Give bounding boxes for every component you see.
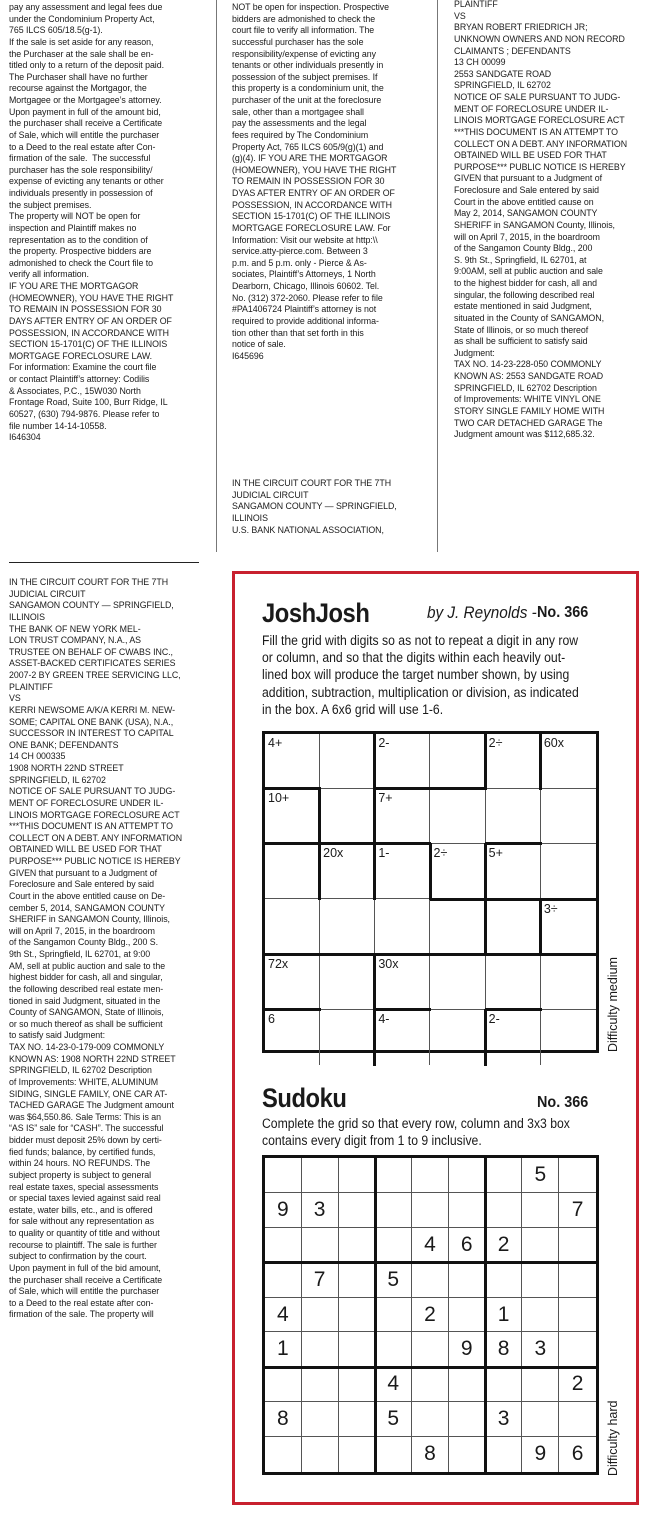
joshjosh-cell[interactable] bbox=[375, 1010, 430, 1065]
sudoku-cell[interactable]: 1 bbox=[486, 1298, 523, 1333]
sudoku-cell[interactable]: 9 bbox=[449, 1332, 486, 1367]
sudoku-cell[interactable] bbox=[449, 1402, 486, 1437]
sudoku-box-border bbox=[374, 1158, 377, 1472]
notice-col2-bottom: IN THE CIRCUIT COURT FOR THE 7TH JUDICIAL CIRCUIT SANGAMON COUNTY — SPRINGFIELD, ILLINOIS U.S. BANK NATIONAL ASSOCIATION, bbox=[232, 478, 397, 536]
joshjosh-cage-border bbox=[373, 954, 376, 1011]
joshjosh-clue: 10+ bbox=[268, 791, 290, 806]
sudoku-cell[interactable] bbox=[265, 1437, 302, 1472]
joshjosh-cage-border bbox=[318, 788, 321, 845]
sudoku-cell[interactable] bbox=[559, 1158, 596, 1193]
joshjosh-cage-border bbox=[374, 1008, 431, 1011]
sudoku-box-border bbox=[484, 1158, 487, 1472]
joshjosh-clue: 5+ bbox=[488, 846, 503, 861]
joshjosh-grid bbox=[262, 731, 599, 1053]
joshjosh-cage-border bbox=[430, 898, 487, 901]
sudoku-cell[interactable]: 7 bbox=[302, 1263, 339, 1298]
sudoku-cell[interactable] bbox=[375, 1437, 412, 1472]
joshjosh-cell[interactable] bbox=[265, 789, 320, 844]
joshjosh-cage-border bbox=[485, 1008, 542, 1011]
joshjosh-cell[interactable] bbox=[375, 734, 430, 789]
joshjosh-cage-border bbox=[539, 733, 542, 790]
joshjosh-cell[interactable] bbox=[320, 900, 375, 955]
joshjosh-cell[interactable] bbox=[486, 789, 541, 844]
sudoku-cell[interactable] bbox=[339, 1367, 376, 1402]
joshjosh-instructions: Fill the grid with digits so as not to repeat a digit in any row or column, and so that the digits within each heavily out- lined box will produce the target number shown, by using addition, subtraction, multiplication or division, as indicated in the box. A 6x6 grid will use 1-6. bbox=[262, 633, 579, 718]
joshjosh-cell[interactable] bbox=[486, 844, 541, 899]
sudoku-cell[interactable]: 6 bbox=[449, 1228, 486, 1263]
joshjosh-cage-border bbox=[373, 733, 376, 790]
joshjosh-difficulty: Difficulty medium bbox=[606, 957, 620, 1052]
sudoku-cell[interactable] bbox=[486, 1367, 523, 1402]
sudoku-cell[interactable]: 9 bbox=[265, 1193, 302, 1228]
joshjosh-cell[interactable] bbox=[375, 844, 430, 899]
joshjosh-cell[interactable] bbox=[541, 955, 596, 1010]
sudoku-cell[interactable] bbox=[522, 1402, 559, 1437]
joshjosh-cell[interactable] bbox=[375, 955, 430, 1010]
joshjosh-cell[interactable] bbox=[320, 734, 375, 789]
joshjosh-cell[interactable] bbox=[265, 1010, 320, 1065]
sudoku-cell[interactable]: 3 bbox=[522, 1332, 559, 1367]
sudoku-cell[interactable] bbox=[339, 1228, 376, 1263]
sudoku-cell[interactable] bbox=[265, 1263, 302, 1298]
sudoku-cell[interactable]: 8 bbox=[412, 1437, 449, 1472]
notice-col3-top: PLAINTIFF VS BRYAN ROBERT FRIEDRICH JR; UNKNOWN OWNERS AND NON RECORD CLAIMANTS ; DEFENDANTS 13 CH 00099 2553 SANDGATE ROAD SPRINGFIELD, IL 62702 NOTICE OF SALE PURSUANT TO JUDG- MENT OF FORECLOSURE UNDER IL- LINOIS MORTGAGE FORECLOSURE ACT ***THIS DOCUMENT IS AN ATTEMPT TO COLLECT ON A DEBT. ANY INFORMATION OBTAINED WILL BE USED FOR THAT PURPOSE*** PUBLIC NOTICE IS HEREBY GIVEN that pursuant to a Judgment of Foreclosure and Sale entered by said Court in the above entitled cause on May 2, 2014, SANGAMON COUNTY SHERIFF in SANGAMON County, Illinois, will on April 7, 2015, in the boardroom of the Sangamon County Bldg., 200 S. 9th St., Springfield, IL 62701, at 9:00AM, sell at public auction and sale to the highest bidder for cash, all and singular, the following described real estate mentioned in said Judgment, situated in the County of SANGAMON, State of Illinois, or so much thereof as shall be sufficient to satisfy said Judgment: TAX NO. 14-23-228-050 COMMONLY KNOWN AS: 2553 SANDGATE ROAD SPRINGFIELD, IL 62702 Description of Improvements: WHITE VINYL ONE STORY SINGLE FAMILY HOME WITH TWO CAR DETACHED GARAGE The Judgment amount was $112,685.32. bbox=[454, 0, 628, 441]
joshjosh-clue: 1- bbox=[378, 846, 390, 861]
sudoku-cell[interactable] bbox=[559, 1402, 596, 1437]
sudoku-box-border bbox=[265, 1366, 596, 1369]
sudoku-cell[interactable] bbox=[449, 1193, 486, 1228]
joshjosh-clue: 2- bbox=[378, 736, 390, 750]
sudoku-cell[interactable] bbox=[486, 1193, 523, 1228]
joshjosh-cell[interactable] bbox=[431, 734, 486, 789]
sudoku-cell[interactable] bbox=[522, 1228, 559, 1263]
sudoku-cell[interactable] bbox=[559, 1332, 596, 1367]
joshjosh-cage-border bbox=[539, 899, 542, 956]
sudoku-cell[interactable] bbox=[486, 1437, 523, 1472]
joshjosh-clue: 60x bbox=[543, 736, 564, 750]
sudoku-cell[interactable]: 6 bbox=[571, 1442, 584, 1466]
joshjosh-cell[interactable] bbox=[431, 789, 486, 844]
sudoku-cell[interactable]: 4 bbox=[375, 1367, 412, 1402]
sudoku-cell[interactable] bbox=[486, 1158, 523, 1193]
joshjosh-cell[interactable] bbox=[541, 734, 596, 789]
joshjosh-cage-border bbox=[484, 899, 487, 956]
sudoku-cell[interactable] bbox=[449, 1367, 486, 1402]
joshjosh-cage-border bbox=[264, 787, 321, 790]
joshjosh-cell[interactable] bbox=[320, 1010, 375, 1065]
joshjosh-cell[interactable] bbox=[320, 955, 375, 1010]
sudoku-cell[interactable] bbox=[412, 1158, 449, 1193]
joshjosh-cage-border bbox=[540, 898, 597, 901]
sudoku-cell[interactable] bbox=[559, 1298, 596, 1333]
sudoku-instructions: Complete the grid so that every row, column and 3x3 box contains every digit from 1 to 9 inclusive. bbox=[262, 1116, 570, 1150]
joshjosh-cell[interactable] bbox=[541, 900, 596, 955]
joshjosh-cell[interactable] bbox=[320, 789, 375, 844]
joshjosh-cell[interactable] bbox=[265, 734, 320, 789]
sudoku-cell[interactable] bbox=[522, 1367, 559, 1402]
joshjosh-clue: 4- bbox=[378, 1011, 390, 1026]
sudoku-cell[interactable]: 2 bbox=[486, 1228, 523, 1263]
sudoku-cell[interactable] bbox=[302, 1298, 339, 1333]
sudoku-cell[interactable] bbox=[375, 1158, 412, 1193]
joshjosh-clue: 72x bbox=[268, 956, 289, 971]
sudoku-cell[interactable]: 7 bbox=[559, 1193, 596, 1228]
joshjosh-cell[interactable] bbox=[431, 844, 486, 899]
sudoku-cell[interactable] bbox=[302, 1332, 339, 1367]
sudoku-cell[interactable] bbox=[339, 1402, 376, 1437]
sudoku-cell[interactable] bbox=[486, 1263, 523, 1298]
notice-col1-top: pay any assessment and legal fees due under the Condominium Property Act, 765 ILCS 605/18.5(g-1). If the sale is set aside for any reason, the Purchaser at the sale shall be en- titled only to a return of the deposit paid. The Purchaser shall have no further recourse against the Mortgagor, the Mortgagee or the Mortgagee’s attorney. Upon payment in full of the amount bid, the purchaser shall receive a Certificate of Sale, which will entitle the purchaser to a Deed to the real estate after Con- firmation of the sale. The successful purchaser has the sole responsibility/ expense of evicting any tenants or other individuals presently in possession of the subject premises. The property will NOT be open for inspection and Plaintiff makes no representation as to the condition of the property. Prospective bidders are admonished to check the Court file to verify all information. IF YOU ARE THE MORTGAGOR (HOMEOWNER), YOU HAVE THE RIGHT TO REMAIN IN POSSESSION FOR 30 DAYS AFTER ENTRY OF AN ORDER OF POSSESSION, IN ACCORDANCE WITH SECTION 15-1701(C) OF THE ILLINOIS MORTGAGE FORECLOSURE LAW. For information: Examine the court file or contact Plaintiff’s attorney: Codilis & Associates, P.C., 15W030 North Frontage Road, Suite 100, Burr Ridge, IL 60527, (630) 794-9876. Please refer to file number 14-14-10558. I646304 bbox=[9, 2, 174, 444]
sudoku-cell[interactable]: 5 bbox=[375, 1263, 412, 1298]
sudoku-cell[interactable]: 8 bbox=[486, 1332, 523, 1367]
joshjosh-clue: 30x bbox=[378, 956, 399, 971]
joshjosh-cell[interactable] bbox=[265, 900, 320, 955]
sudoku-cell[interactable]: 4 bbox=[412, 1228, 449, 1263]
joshjosh-cell[interactable] bbox=[486, 955, 541, 1010]
joshjosh-clue: 3÷ bbox=[543, 901, 558, 916]
joshjosh-cell[interactable] bbox=[431, 955, 486, 1010]
sudoku-cell[interactable] bbox=[449, 1158, 486, 1193]
column-rule-2 bbox=[437, 0, 438, 552]
sudoku-box-border bbox=[265, 1261, 596, 1264]
joshjosh-cage-border bbox=[484, 1009, 487, 1066]
joshjosh-clue: 6 bbox=[268, 1011, 275, 1026]
sudoku-cell[interactable] bbox=[412, 1402, 449, 1437]
joshjosh-cell[interactable] bbox=[541, 789, 596, 844]
sudoku-cell[interactable]: 1 bbox=[265, 1332, 302, 1367]
sudoku-cell[interactable] bbox=[339, 1193, 376, 1228]
sudoku-cell[interactable]: 8 bbox=[265, 1402, 302, 1437]
sudoku-cell[interactable]: 5 bbox=[522, 1158, 559, 1193]
sudoku-cell[interactable]: 4 bbox=[265, 1298, 302, 1333]
joshjosh-cell[interactable] bbox=[265, 844, 320, 899]
column-rule-1 bbox=[216, 0, 217, 552]
sudoku-cell[interactable] bbox=[449, 1437, 486, 1472]
sudoku-cell[interactable] bbox=[339, 1263, 376, 1298]
sudoku-cell[interactable] bbox=[412, 1332, 449, 1367]
sudoku-cell[interactable] bbox=[339, 1298, 376, 1333]
sudoku-cell[interactable] bbox=[412, 1367, 449, 1402]
joshjosh-cell[interactable] bbox=[431, 900, 486, 955]
joshjosh-cell[interactable] bbox=[320, 844, 375, 899]
sudoku-cell[interactable] bbox=[522, 1263, 559, 1298]
joshjosh-cage-border bbox=[429, 843, 432, 900]
sudoku-cell[interactable]: 3 bbox=[302, 1193, 339, 1228]
joshjosh-clue: 2÷ bbox=[433, 846, 448, 861]
sudoku-title: Sudoku bbox=[262, 1083, 347, 1113]
sudoku-cell[interactable]: 2 bbox=[412, 1298, 449, 1333]
joshjosh-clue: 4+ bbox=[268, 736, 283, 750]
sudoku-cell[interactable] bbox=[302, 1228, 339, 1263]
joshjosh-clue: 20x bbox=[323, 846, 344, 861]
joshjosh-title: JoshJosh bbox=[262, 598, 370, 628]
sudoku-cell[interactable] bbox=[339, 1332, 376, 1367]
joshjosh-cell[interactable] bbox=[541, 1010, 596, 1065]
notice-col1-bottom: IN THE CIRCUIT COURT FOR THE 7TH JUDICIAL CIRCUIT SANGAMON COUNTY — SPRINGFIELD, ILLINOIS THE BANK OF NEW YORK MEL- LON TRUST COMPANY, N.A., AS TRUSTEE ON BEHALF OF CWABS INC., ASSET-BACKED CERTIFICATES SERIES 2007-2 BY GREEN TREE SERVICING LLC, PLAINTIFF VS KERRI NEWSOME A/K/A KERRI M. NEW- SOME; CAPITAL ONE BANK (USA), N.A., SUCCESSOR IN INTEREST TO CAPITAL ONE BANK; DEFENDANTS 14 CH 000335 1908 NORTH 22ND STREET SPRINGFIELD, IL 62702 NOTICE OF SALE PURSUANT TO JUDG- MENT OF FORECLOSURE UNDER IL- LINOIS MORTGAGE FORECLOSURE ACT ***THIS DOCUMENT IS AN ATTEMPT TO COLLECT ON A DEBT. ANY INFORMATION OBTAINED WILL BE USED FOR THAT PURPOSE*** PUBLIC NOTICE IS HEREBY GIVEN that pursuant to a Judgment of Foreclosure and Sale entered by said Court in the above entitled cause on De- cember 5, 2014, SANGAMON COUNTY SHERIFF in SANGAMON County, Illinois, will on April 7, 2015, in the boardroom of the Sangamon County Bldg., 200 S. 9th St., Springfield, IL 62701, at 9:00 AM, sell at public auction and sale to the highest bidder for cash, all and singular, the following described real estate men- tioned in said Judgment, situated in the County of SANGAMON, State of Illinois, or so much thereof as shall be sufficient to satisfy said Judgment: TAX NO. 14-23-0-179-009 COMMONLY KNOWN AS: 1908 NORTH 22ND STREET SPRINGFIELD, IL 62702 Description of Improvements: WHITE, ALUMINUM SIDING, SINGLE FAMILY, ONE CAR AT- TACHED GARAGE The Judgment amount was $64,550.86. Sale Terms: This is an “AS IS” sale for “CASH”. The successful bidder must deposit 25% down by certi- fied funds; balance, by certified funds, within 24 hours. NO REFUNDS. The subject property is subject to general real estate taxes, special assessments or special taxes levied against said real estate, water bills, etc., and is offered for sale without any representation as to quality or quantity of title and without recourse to plaintiff. The sale is further subject to confirmation by the court. Upon payment in full of the bid amount, the purchaser shall receive a Certificate of Sale, which will entitle the purchaser to a Deed to the real estate after con- firmation of the sale. The property will bbox=[9, 577, 183, 1321]
joshjosh-cage-border bbox=[264, 953, 597, 956]
joshjosh-cell[interactable] bbox=[265, 955, 320, 1010]
sudoku-cell[interactable] bbox=[412, 1193, 449, 1228]
sudoku-cell[interactable]: 9 bbox=[522, 1437, 559, 1472]
sudoku-cell[interactable] bbox=[339, 1437, 376, 1472]
sudoku-cell[interactable]: 2 bbox=[559, 1367, 596, 1402]
notice-col2-top: NOT be open for inspection. Prospective bidders are admonished to check the court file to verify all information. The successful purchaser has the sole responsibility/expense of evicting any tenants or other individuals presently in possession of the subject premises. If this property is a condominium unit, the purchaser of the unit at the foreclosure sale, other than a mortgagee shall pay the assessments and the legal fees required by The Condominium Property Act, 765 ILCS 605/9(g)(1) and (g)(4). IF YOU ARE THE MORTGAGOR (HOMEOWNER), YOU HAVE THE RIGHT TO REMAIN IN POSSESSION FOR 30 DYAS AFTER ENTRY OF AN ORDER OF POSSESSION, IN ACCORDANCE WITH SECTION 15-1701(C) OF THE ILLINOIS MORTGAGE FORECLOSURE LAW. For Information: Visit our website at http:\\ service.atty-pierce.com. Between 3 p.m. and 5 p.m. only - Pierce & As- sociates, Plaintiff’s Attorneys, 1 North Dearborn, Chicago, Illinois 60602. Tel. No. (312) 372-2060. Please refer to file #PA1406724 Plaintiff’s attorney is not required to provide additional informa- tion other than that set forth in this notice of sale. I645696 bbox=[232, 2, 397, 362]
sudoku-cell[interactable] bbox=[302, 1158, 339, 1193]
joshjosh-cell[interactable] bbox=[431, 1010, 486, 1065]
sudoku-cell[interactable] bbox=[449, 1298, 486, 1333]
sudoku-cell[interactable] bbox=[339, 1158, 376, 1193]
sudoku-cell[interactable]: 3 bbox=[486, 1402, 523, 1437]
joshjosh-cell[interactable] bbox=[486, 900, 541, 955]
joshjosh-cage-border bbox=[373, 1009, 376, 1066]
sudoku-cell[interactable] bbox=[522, 1298, 559, 1333]
joshjosh-cell[interactable] bbox=[486, 1010, 541, 1065]
sudoku-cell[interactable] bbox=[559, 1263, 596, 1298]
joshjosh-cage-border bbox=[264, 842, 321, 845]
joshjosh-number: No. 366 bbox=[537, 604, 589, 621]
joshjosh-cage-border bbox=[484, 843, 487, 900]
sudoku-cell[interactable] bbox=[375, 1193, 412, 1228]
sudoku-cell[interactable] bbox=[522, 1193, 559, 1228]
sudoku-cell[interactable] bbox=[302, 1402, 339, 1437]
joshjosh-cell[interactable] bbox=[541, 844, 596, 899]
sudoku-cell[interactable] bbox=[375, 1332, 412, 1367]
sudoku-cell[interactable] bbox=[375, 1228, 412, 1263]
joshjosh-byline: by J. Reynolds - bbox=[427, 603, 537, 622]
joshjosh-cage-border bbox=[373, 843, 376, 900]
joshjosh-cage-border bbox=[374, 787, 431, 790]
sudoku-difficulty: Difficulty hard bbox=[606, 1400, 620, 1476]
sudoku-cell[interactable] bbox=[559, 1228, 596, 1263]
sudoku-cell[interactable] bbox=[265, 1367, 302, 1402]
joshjosh-cage-border bbox=[373, 788, 376, 845]
sudoku-cell[interactable] bbox=[375, 1298, 412, 1333]
joshjosh-cage-border bbox=[318, 843, 321, 900]
section-rule bbox=[9, 562, 199, 563]
joshjosh-cell[interactable] bbox=[486, 734, 541, 789]
joshjosh-clue: 2÷ bbox=[488, 736, 503, 750]
joshjosh-cage-border bbox=[264, 1008, 321, 1011]
sudoku-cell[interactable] bbox=[302, 1437, 339, 1472]
joshjosh-clue: 7+ bbox=[378, 791, 393, 806]
sudoku-grid bbox=[262, 1155, 599, 1475]
sudoku-cell[interactable] bbox=[302, 1367, 339, 1402]
joshjosh-cage-border bbox=[485, 842, 542, 845]
joshjosh-cage-border bbox=[430, 787, 487, 790]
sudoku-cell[interactable]: 5 bbox=[375, 1402, 412, 1437]
sudoku-cell[interactable] bbox=[265, 1158, 302, 1193]
sudoku-number: No. 366 bbox=[537, 1094, 589, 1111]
sudoku-cell[interactable] bbox=[412, 1263, 449, 1298]
joshjosh-clue: 2- bbox=[488, 1011, 500, 1026]
sudoku-cell[interactable] bbox=[265, 1228, 302, 1263]
joshjosh-cage-border bbox=[485, 898, 542, 901]
joshjosh-cage-border bbox=[484, 733, 487, 790]
joshjosh-cell[interactable] bbox=[375, 900, 430, 955]
joshjosh-cell[interactable] bbox=[375, 789, 430, 844]
sudoku-cell[interactable] bbox=[449, 1263, 486, 1298]
